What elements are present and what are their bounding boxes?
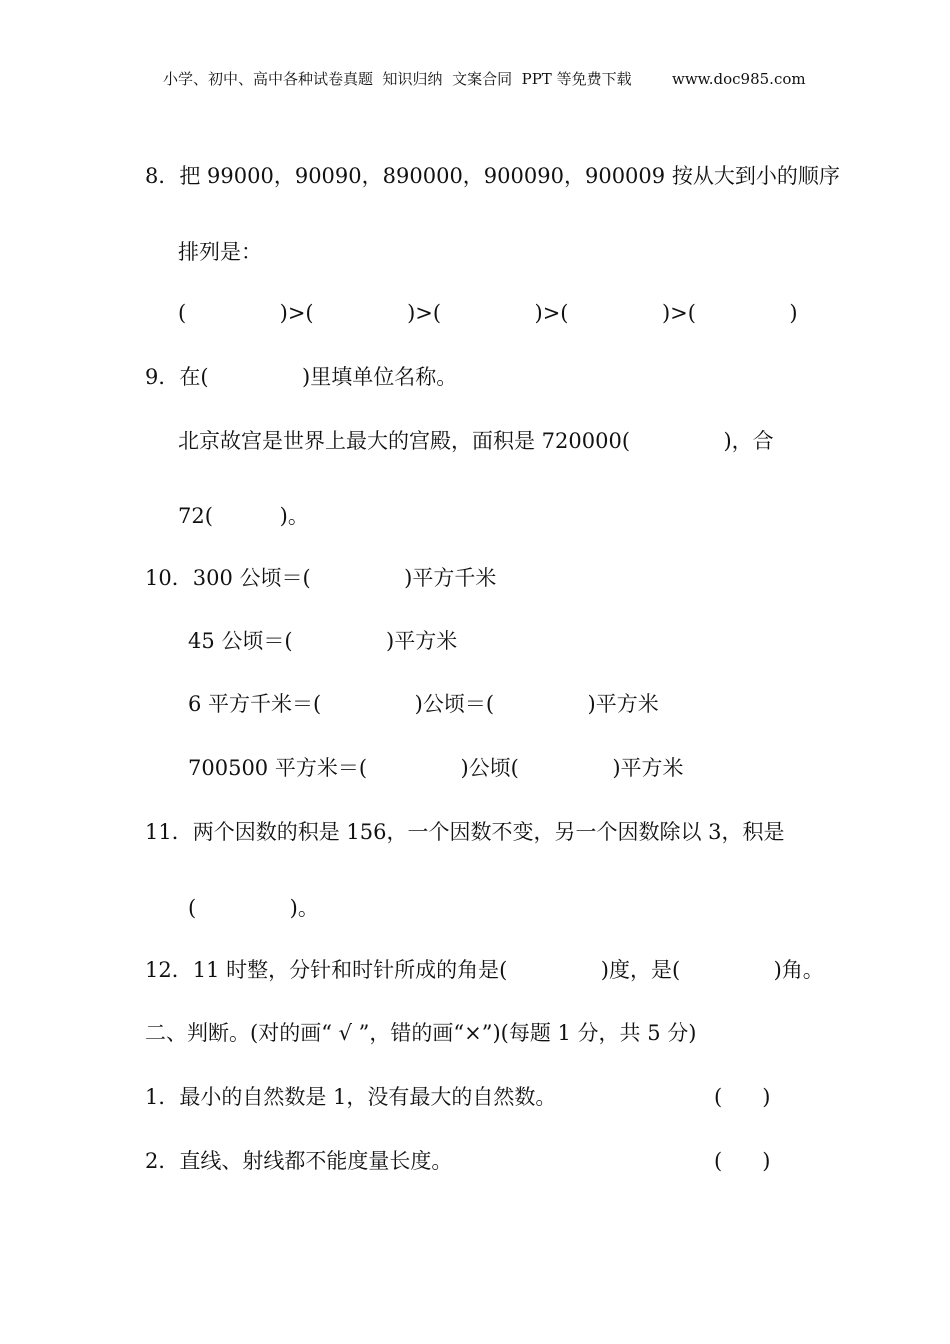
q12-line1: 12．11 时整，分针和时针所成的角是( )度，是( )角。 <box>145 958 824 982</box>
q9-line3: 72( )。 <box>178 504 309 528</box>
judge-item-2-text: 2．直线、射线都不能度量长度。 <box>145 1149 453 1173</box>
judge-item-1-blank[interactable]: ( ) <box>714 1085 771 1109</box>
judge-item-1-text: 1．最小的自然数是 1，没有最大的自然数。 <box>145 1085 557 1109</box>
q10-line2: 45 公顷＝( )平方米 <box>188 629 458 653</box>
q11-line1: 11．两个因数的积是 156，一个因数不变，另一个因数除以 3，积是 <box>145 820 785 844</box>
q8-line1: 8．把 99000，90090，890000，900090，900009 按从大到小的顺序 <box>145 164 840 188</box>
q8-blanks[interactable]: ( )>( )>( )>( )>( ) <box>178 301 798 325</box>
q10-line1: 10．300 公顷＝( )平方千米 <box>145 566 497 590</box>
header-left: 小学、初中、高中各种试卷真题 知识归纳 文案合同 PPT 等免费下载 <box>163 70 632 88</box>
q9-line2: 北京故宫是世界上最大的宫殿，面积是 720000( )，合 <box>178 429 774 453</box>
q11-line2: ( )。 <box>188 896 319 920</box>
q10-line4: 700500 平方米＝( )公顷( )平方米 <box>188 756 684 780</box>
judge-item-2-blank[interactable]: ( ) <box>714 1149 771 1173</box>
header-right: www.doc985.com <box>672 70 806 88</box>
q8-line2: 排列是： <box>178 240 262 264</box>
q10-line3: 6 平方千米＝( )公顷＝( )平方米 <box>188 692 659 716</box>
section2-title: 二、判断。(对的画“ √ ”，错的画“×”)(每题 1 分，共 5 分) <box>145 1021 697 1045</box>
q9-line1: 9．在( )里填单位名称。 <box>145 365 458 389</box>
